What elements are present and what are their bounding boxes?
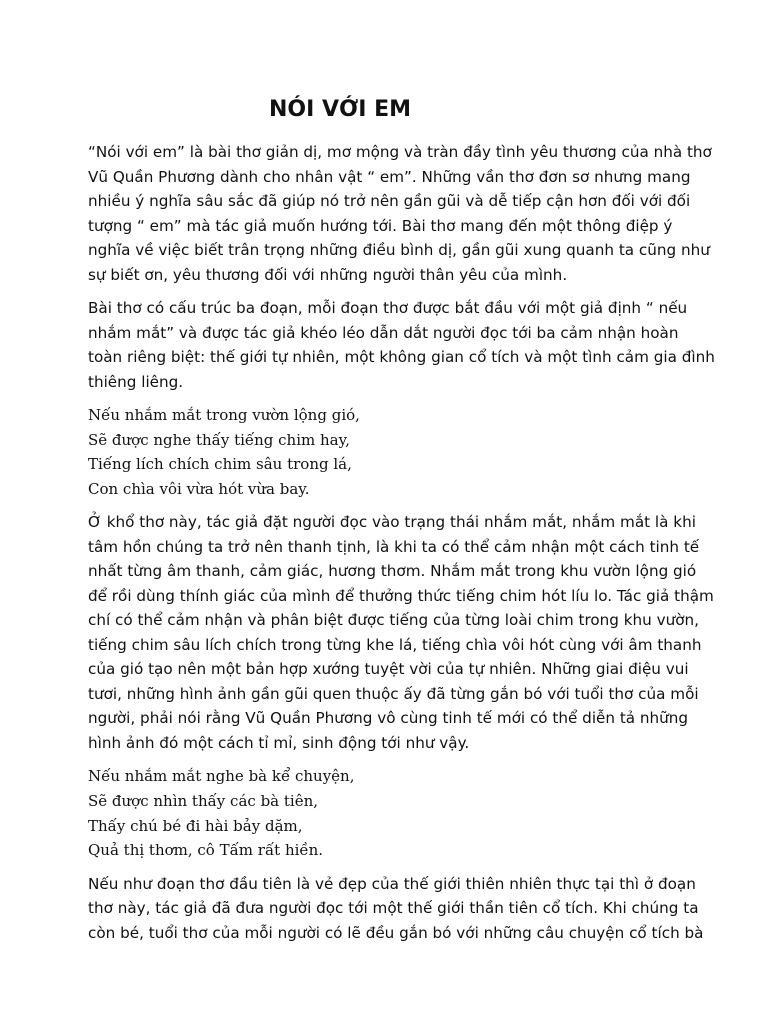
text-line: Ở khổ thơ này, tác giả đặt người đọc vào trạng thái nhắm mắt, nhắm mắt là khi [88,513,696,532]
text-line: Bài thơ có cấu trúc ba đoạn, mỗi đoạn thơ được bắt đầu với một giả định “ nếu [88,299,688,317]
poem-line: Nếu nhắm mắt nghe bà kể chuyện, [88,767,355,786]
page-title: NÓI VỚI EM [269,97,411,122]
paragraph-analysis-1 [88,510,714,755]
poem-line: Sẽ được nghe thấy tiếng chim hay, [88,430,350,449]
poem-stanza-2 [88,764,688,862]
poem-line: Nếu nhắm mắt trong vườn lộng gió, [88,406,360,424]
paragraph-structure [88,296,715,394]
text-line: nhiều ý nghĩa sâu sắc đã giúp nó trở nên gần gũi và dễ tiếp cận hơn đối với đối [88,192,691,210]
text-line: còn bé, tuổi thơ của mỗi người có lẽ đều gắn bó với những câu chuyện cổ tích bà [88,923,704,942]
text-line: người, phải nói rằng Vũ Quần Phương vô cùng tinh tế mới có thể diễn tả những [88,709,689,728]
text-line: chí có thể cảm nhận và phân biệt được tiếng của từng loài chim trong khu vườn, [88,611,699,630]
poem-stanza-1 [88,403,688,501]
text-line: tâm hồn chúng ta trở nên thanh tịnh, là khi ta có thể cảm nhận một cách tinh tế [88,537,700,556]
paragraph-analysis-2 [88,872,704,946]
poem-line: Thấy chú bé đi hài bảy dặm, [88,816,303,835]
text-line: của gió tạo nên một bản hợp xướng tuyệt vời của tự nhiên. Những giai điệu vui [88,660,689,679]
text-line: để rồi dùng thính giác của mình để thưởng thức tiếng chim hót líu lo. Tác giả thậm [88,586,714,605]
poem-line: Sẽ được nhìn thấy các bà tiên, [88,791,319,810]
poem-line: Tiếng lích chích chim sâu trong lá, [88,455,352,474]
text-line: Vũ Quần Phương dành cho nhân vật “ em”. Những vần thơ đơn sơ nhưng mang [88,167,691,186]
text-line: nhất từng âm thanh, cảm giác, hương thơm. Nhắm mắt trong khu vườn lộng gió [88,562,697,581]
paragraph-intro [88,140,712,287]
document-body [88,140,715,954]
text-line: nghĩa về việc biết trân trọng những điều bình dị, gần gũi xung quanh ta cũng như [88,241,710,259]
text-line: thiêng liêng. [88,372,184,391]
poem-line: Quả thị thơm, cô Tấm rất hiền. [88,841,324,860]
text-line: tươi, những hình ảnh gần gũi quen thuộc ấy đã từng gắn bó với tuổi thơ của mỗi [88,684,699,703]
text-line: toàn riêng biệt: thế giới tự nhiên, một không gian cổ tích và một tình cảm gia đình [88,348,715,366]
poem-line: Con chìa vôi vừa hót vừa bay. [88,479,310,498]
text-line: Nếu như đoạn thơ đầu tiên là vẻ đẹp của thế giới thiên nhiên thực tại thì ở đoạn [88,874,696,893]
text-line: thơ này, tác giả đã đưa người đọc tới một thế giới thần tiên cổ tích. Khi chúng ta [88,899,699,918]
text-line: tượng “ em” mà tác giả muốn hướng tới. Bài thơ mang đến một thông điệp ý [88,216,673,235]
text-line: hình ảnh đó một cách tỉ mỉ, sinh động tới như vậy. [88,733,470,752]
text-line: “Nói với em” là bài thơ giản dị, mơ mộng và tràn đầy tình yêu thương của nhà thơ [88,143,712,161]
text-line: sự biết ơn, yêu thương đối với những người thân yêu của mình. [88,265,568,284]
text-line: nhắm mắt” và được tác giả khéo léo dẫn dắt người đọc tới ba cảm nhận hoàn [88,323,679,342]
text-line: tiếng chim sâu lích chích trong từng khe lá, tiếng chìa vôi hót cùng với âm thanh [88,635,702,654]
